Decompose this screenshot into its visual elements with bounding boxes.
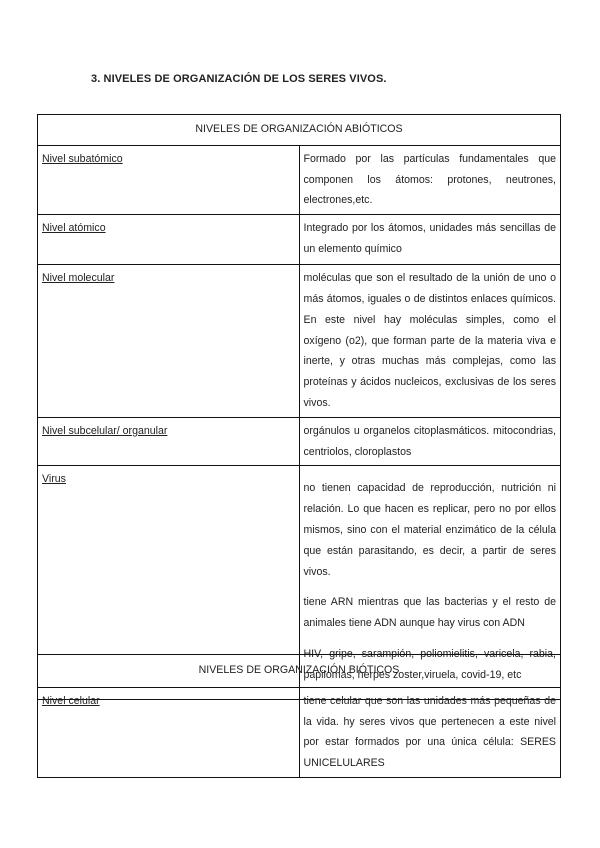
level-description: orgánulos u organelos citoplasmáticos. mitocondrias, centriolos, cloroplastos (299, 417, 561, 466)
abiotic-levels-table (37, 114, 561, 700)
virus-paragraph: no tienen capacidad de reproducción, nutrición ni relación. Lo que hacen es replicar, pero no por ellos mismos, sino con el material enzimático de la célula que están parasitando, es decir, a partir de seres vivos. (303, 482, 556, 578)
biotic-levels-table (37, 654, 561, 778)
table-header-row (38, 115, 561, 146)
level-label: Nivel subcelular/ organular (38, 417, 300, 466)
level-description: Formado por las partículas fundamentales que componen los átomos: protones, neutrones, electrones,etc. (299, 145, 561, 214)
level-label: Nivel subatómico (38, 145, 300, 214)
level-label: Nivel atómico (38, 215, 300, 265)
virus-paragraph: HIV, gripe, sarampión, poliomielitis, varicela, rabia, papilomas, herpes zoster,viruela, covid-19, etc (303, 647, 556, 681)
table-row (38, 417, 561, 466)
section-heading: 3. NIVELES DE ORGANIZACIÓN DE LOS SERES VIVOS. (91, 73, 387, 85)
table-row (38, 265, 561, 418)
table-row (38, 687, 561, 777)
table-row (38, 215, 561, 265)
level-description: tiene celular que son las unidades más pequeñas de la vida. hy seres vivos que pertenecen a este nivel por estar formados por una única célula: SERES UNICELULARES (299, 687, 561, 777)
level-label: Nivel celular (38, 687, 300, 777)
level-description: moléculas que son el resultado de la unión de uno o más átomos, iguales o de distintos enlaces químicos. En este nivel hay moléculas simples, como el oxígeno (o2), que forman parte de la materia viva e inerte, y otras muchas más complejas, como las proteínas y ácidos nucleicos, exclusivas de los seres vivos. (299, 265, 561, 418)
level-description: Integrado por los átomos, unidades más sencillas de un elemento químico (299, 215, 561, 265)
table-title: NIVELES DE ORGANIZACIÓN BIÓTICOS (38, 655, 561, 688)
level-label: Nivel molecular (38, 265, 300, 418)
virus-paragraph: tiene ARN mientras que las bacterias y el resto de animales tiene ADN aunque hay virus con ADN (303, 596, 556, 630)
table-title: NIVELES DE ORGANIZACIÓN ABIÓTICOS (38, 115, 561, 146)
table-row (38, 145, 561, 214)
level-label: Virus (38, 466, 300, 699)
table-header-row (38, 655, 561, 688)
